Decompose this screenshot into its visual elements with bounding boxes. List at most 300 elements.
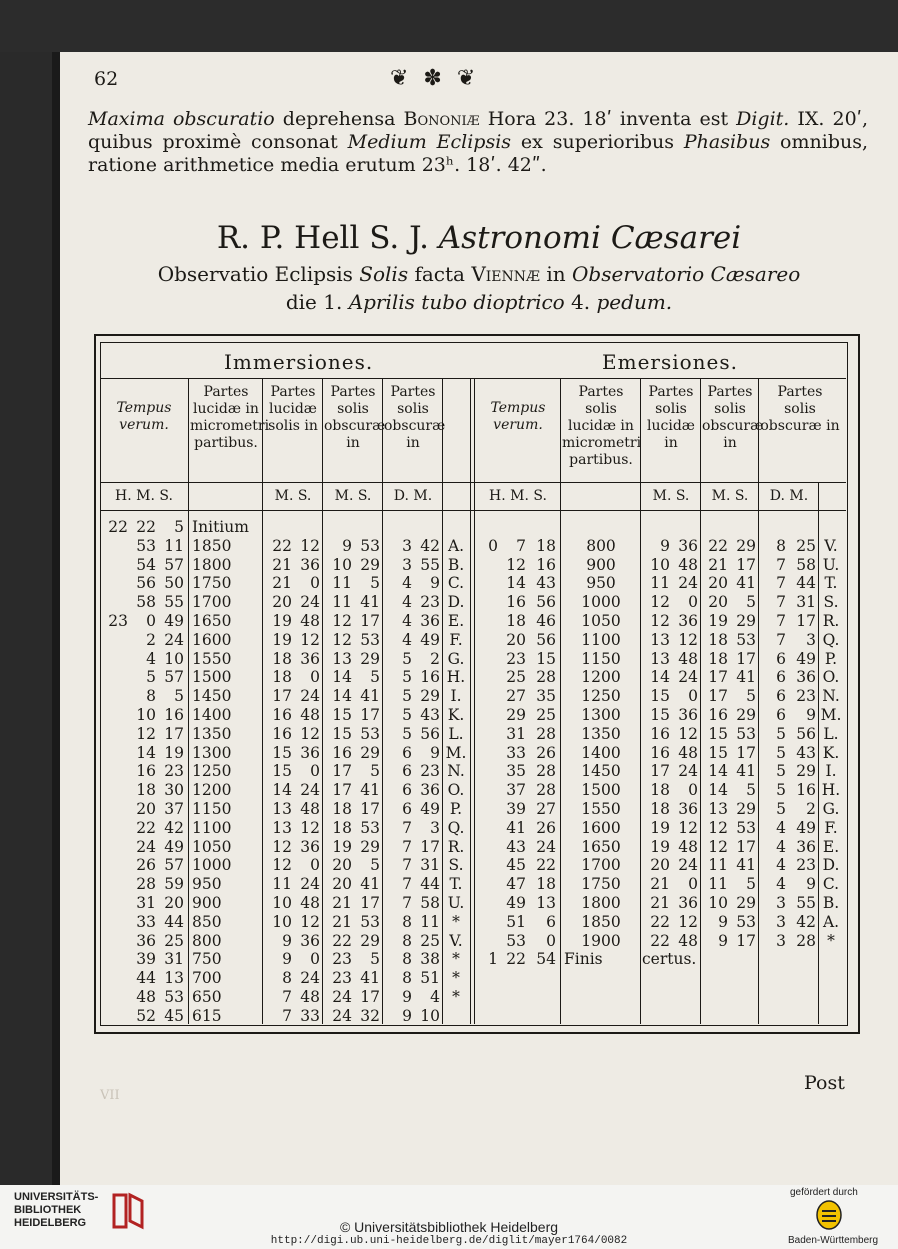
imm-cell: 12: [272, 856, 292, 875]
imm-cell: 58: [136, 593, 156, 612]
emr-cell: 41: [736, 574, 756, 593]
emr-cell: 29: [736, 706, 756, 724]
imm-cell: 12: [300, 630, 320, 649]
imm-cell: 36: [300, 837, 320, 856]
imm-cell: 9: [282, 950, 292, 969]
col-rule: [442, 378, 443, 1024]
imm-cell: 1800: [192, 555, 232, 574]
imm-cell: 1100: [192, 818, 232, 837]
emr-cell: 9: [718, 912, 728, 931]
imm-cell: 22: [136, 818, 156, 837]
unit-ms: M. S.: [334, 488, 372, 504]
emr-cell: I.: [825, 762, 837, 781]
imm-cell: V.: [449, 931, 463, 950]
sub-part: Observatio Eclipsis: [157, 262, 360, 286]
emr-cell: 3: [806, 630, 816, 649]
imm-cell: 750: [192, 950, 222, 969]
imm-cell: 37: [164, 800, 184, 818]
imm-cell: 9: [402, 1006, 412, 1025]
emr-cell: 20: [506, 630, 526, 649]
imm-cell: 9: [430, 574, 440, 593]
imm-cell: 10: [332, 555, 352, 574]
emr-cell: 6: [776, 668, 786, 687]
emr-cell: 14: [708, 762, 728, 781]
imm-cell: 615: [192, 1006, 222, 1025]
rule-top: [100, 378, 846, 379]
emr-cell: 36: [678, 536, 698, 555]
imm-cell: 6: [402, 762, 412, 781]
imm-cell: 21: [332, 894, 352, 912]
imm-cell: 56: [420, 724, 440, 743]
emr-cell: 17: [736, 931, 756, 950]
imm-cell: 17: [360, 612, 380, 630]
imm-cell: 5: [370, 856, 380, 875]
emr-cell: 13: [536, 894, 556, 912]
emr-cell: 24: [678, 574, 698, 593]
emr-cell: 14: [708, 781, 728, 800]
imm-cell: M.: [445, 743, 467, 762]
emr-cell: 17: [708, 668, 728, 687]
emr-cell: 45: [506, 856, 526, 875]
emr-cell: P.: [824, 649, 838, 668]
imm-cell: 20: [272, 593, 292, 612]
imm-cell: 16: [164, 706, 184, 724]
emr-p4-header: Partes solis obscuræ in: [760, 384, 840, 434]
copyright-text: © Universitätsbibliothek Heidelberg: [339, 1219, 559, 1235]
imm-cell: 8: [402, 950, 412, 969]
emr-cell: 16: [708, 706, 728, 724]
imm-cell: 17: [360, 894, 380, 912]
imm-cell: 24: [164, 630, 184, 649]
unit-dm: D. M.: [769, 488, 809, 504]
sub-part: pedum.: [596, 290, 673, 314]
imm-cell: 23: [164, 762, 184, 781]
imm-cell: 10: [164, 649, 184, 668]
emr-cell: 12: [506, 555, 526, 574]
emr-cell: 24: [678, 856, 698, 875]
emr-cell: 14: [506, 574, 526, 593]
para-part: Hora 23. 18ʹ inventa est: [479, 108, 737, 130]
imm-cell: 36: [300, 649, 320, 668]
emr-cell: 28: [536, 724, 556, 743]
imm-cell: 15: [272, 743, 292, 762]
imm-cell: A.: [447, 536, 465, 555]
emr-cell: 1200: [581, 668, 621, 687]
emr-cell: 42: [796, 912, 816, 931]
imm-cell: 15: [332, 706, 352, 724]
imm-cell: 5: [402, 706, 412, 724]
emr-cell: 12: [678, 630, 698, 649]
emr-cell: 21: [708, 555, 728, 574]
emr-cell: 29: [736, 536, 756, 555]
emr-cell: 26: [536, 818, 556, 837]
imm-cell: 23: [332, 969, 352, 988]
imm-cell: 0: [310, 668, 320, 687]
imm-cell: 53: [136, 536, 156, 555]
imm-cell: 25: [420, 931, 440, 950]
imm-cell: 9: [342, 536, 352, 555]
imm-cell: 1600: [192, 630, 232, 649]
emr-cell: 29: [736, 612, 756, 630]
emr-cell: 6: [546, 912, 556, 931]
emr-cell: E.: [822, 837, 840, 856]
emr-cell: V.: [824, 536, 838, 555]
imm-cell: 5: [370, 574, 380, 593]
rule-header: [100, 482, 846, 483]
emr-cell: 9: [806, 706, 816, 724]
emr-cell: 12: [708, 818, 728, 837]
emr-cell: 17: [736, 837, 756, 856]
emr-cell: H.: [821, 781, 841, 800]
emr-cell: 28: [536, 668, 556, 687]
imm-cell: L.: [448, 724, 464, 743]
imm-cell: 0: [310, 574, 320, 593]
emr-cell: 22: [506, 950, 526, 969]
emr-cell: 41: [506, 818, 526, 837]
emr-cell: 48: [678, 743, 698, 762]
emr-cell: 13: [708, 800, 728, 818]
imm-cell: 1300: [192, 743, 232, 762]
emr-cell: 15: [708, 743, 728, 762]
emr-cell: 3: [776, 931, 786, 950]
col-rule: [758, 378, 759, 1024]
emr-cell: 12: [678, 912, 698, 931]
emr-cell: 5: [746, 875, 756, 894]
page-title: [60, 220, 898, 256]
emr-cell: 1150: [581, 649, 621, 668]
imm-cell: R.: [447, 837, 465, 856]
emr-cell: 43: [796, 743, 816, 762]
emr-cell: 17: [736, 743, 756, 762]
imm-cell: 800: [192, 931, 222, 950]
imm-cell: 22: [272, 536, 292, 555]
imm-cell: 38: [420, 950, 440, 969]
emr-cell: 16: [796, 781, 816, 800]
emr-cell: 18: [506, 612, 526, 630]
emr-cell: 12: [650, 612, 670, 630]
imm-cell: 12: [332, 612, 352, 630]
imm-cell: 20: [164, 894, 184, 912]
imm-cell: O.: [447, 781, 465, 800]
imm-cell: 42: [164, 818, 184, 837]
emr-cell: 1: [488, 950, 498, 969]
imm-cell: E.: [447, 612, 465, 630]
imm-cell: T.: [449, 875, 463, 894]
imm-cell: 36: [300, 555, 320, 574]
imm-cell: 5: [370, 762, 380, 781]
emr-cell: 47: [506, 875, 526, 894]
imm-cell: 950: [192, 875, 222, 894]
imm-cell: 1750: [192, 574, 232, 593]
unit-hms: H. M. S.: [115, 488, 173, 504]
emr-cell: 44: [796, 574, 816, 593]
imm-p3-header: Partes solis obscuræ in: [324, 384, 386, 451]
emr-cell: 22: [650, 912, 670, 931]
imm-cell: 8: [402, 969, 412, 988]
imm-cell: 22: [136, 518, 156, 536]
imm-cell: 5: [146, 668, 156, 687]
imm-cell: 53: [360, 630, 380, 649]
imm-cell: 36: [300, 931, 320, 950]
para-part: Phasibus: [683, 131, 771, 153]
imm-cell: 1400: [192, 706, 232, 724]
emr-cell: 29: [796, 762, 816, 781]
imm-cell: 53: [360, 536, 380, 555]
imm-cell: 29: [360, 743, 380, 762]
imm-cell: 7: [402, 875, 412, 894]
emr-cell: 1100: [581, 630, 621, 649]
imm-cell: 52: [136, 1006, 156, 1025]
emr-cell: 5: [776, 724, 786, 743]
imm-cell: 22: [108, 518, 128, 536]
emr-cell: 7: [776, 593, 786, 612]
emr-cell: 18: [650, 781, 670, 800]
para-part: Maxima obscuratio: [88, 108, 275, 130]
emr-cell: 1050: [581, 612, 621, 630]
emr-cell: 17: [708, 687, 728, 706]
emr-cell: 51: [506, 912, 526, 931]
imm-cell: 7: [282, 1006, 292, 1025]
imm-cell: 23: [332, 950, 352, 969]
imm-cell: 11: [332, 593, 352, 612]
imm-cell: 23: [420, 593, 440, 612]
emr-cell: 3: [776, 912, 786, 931]
imm-cell: F.: [449, 630, 463, 649]
emr-cell: 49: [796, 649, 816, 668]
emr-cell: 25: [536, 706, 556, 724]
imm-cell: 44: [420, 875, 440, 894]
imm-cell: 49: [164, 612, 184, 630]
imm-cell: 12: [300, 912, 320, 931]
emr-cell: 17: [736, 649, 756, 668]
emr-cell: 11: [708, 875, 728, 894]
imm-cell: 20: [136, 800, 156, 818]
imm-cell: 1500: [192, 668, 232, 687]
imm-cell: 42: [420, 536, 440, 555]
imm-cell: 1700: [192, 593, 232, 612]
imm-cell: 9: [282, 931, 292, 950]
emr-cell: 13: [650, 649, 670, 668]
imm-cell: 900: [192, 894, 222, 912]
observation-table: [94, 334, 860, 1034]
imm-cell: 49: [420, 630, 440, 649]
emr-cell: 39: [506, 800, 526, 818]
imm-cell: 29: [360, 649, 380, 668]
emr-cell: 12: [678, 818, 698, 837]
emr-cell: 43: [536, 574, 556, 593]
emr-cell: 11: [650, 574, 670, 593]
imm-cell: 10: [272, 912, 292, 931]
emr-cell: 7: [776, 612, 786, 630]
imm-cell: 32: [360, 1006, 380, 1025]
imm-cell: 41: [360, 781, 380, 800]
imm-cell: 6: [402, 743, 412, 762]
imm-cell: 16: [272, 724, 292, 743]
sub-part: Viennæ: [471, 262, 541, 286]
emr-cell: 46: [536, 612, 556, 630]
emr-cell: 29: [506, 706, 526, 724]
imm-cell: 1000: [192, 856, 232, 875]
emr-cell: 7: [776, 630, 786, 649]
emr-cell: 31: [506, 724, 526, 743]
emr-cell: F.: [824, 818, 838, 837]
imm-cell: 7: [402, 856, 412, 875]
col-rule: [262, 378, 263, 1024]
emr-cell: 6: [776, 649, 786, 668]
emr-cell: 6: [776, 687, 786, 706]
imm-cell: 22: [332, 931, 352, 950]
imm-cell: 19: [332, 837, 352, 856]
imm-cell: 17: [272, 687, 292, 706]
emr-cell: 3: [776, 894, 786, 912]
emr-cell: K.: [822, 743, 840, 762]
emr-cell: 17: [650, 762, 670, 781]
emr-cell: 1750: [581, 875, 621, 894]
imm-cell: 48: [300, 894, 320, 912]
para-part: Digit.: [736, 108, 790, 130]
emr-cell: 24: [678, 762, 698, 781]
emr-cell: U.: [822, 555, 840, 574]
emr-cell: 1650: [581, 837, 621, 856]
emr-cell: 35: [506, 762, 526, 781]
imm-cell: 16: [332, 743, 352, 762]
emr-cell: 29: [736, 894, 756, 912]
permalink[interactable]: http://digi.ub.uni-heidelberg.de/diglit/mayer1764/0082: [270, 1235, 628, 1247]
imm-cell: 14: [332, 668, 352, 687]
emr-cell: 1550: [581, 800, 621, 818]
imm-cell: 0: [310, 762, 320, 781]
imm-cell: 59: [164, 875, 184, 894]
sub-part: 4.: [564, 290, 597, 314]
emr-cell: N.: [822, 687, 840, 706]
imm-cell: 3: [402, 555, 412, 574]
imm-cell: 14: [332, 687, 352, 706]
emr-cell: 15: [650, 687, 670, 706]
imm-cell: 29: [420, 687, 440, 706]
emr-cell: 17: [796, 612, 816, 630]
imm-cell: *: [452, 912, 460, 931]
imm-cell: U.: [447, 894, 465, 912]
emr-cell: 21: [650, 875, 670, 894]
emr-cell: certus.: [642, 950, 697, 969]
unit-ms: M. S.: [652, 488, 690, 504]
emr-cell: 5: [746, 687, 756, 706]
imm-cell: 24: [332, 988, 352, 1006]
emr-cell: 23: [796, 856, 816, 875]
emr-cell: B.: [822, 894, 840, 912]
library-logo-text: UNIVERSITÄTS- BIBLIOTHEK HEIDELBERG: [14, 1191, 99, 1229]
imm-cell: *: [452, 969, 460, 988]
imm-cell: 43: [420, 706, 440, 724]
emr-cell: 0: [688, 687, 698, 706]
para-part: IX. 20ʹ, quibus proximè consonat: [88, 108, 869, 153]
emr-cell: 9: [660, 536, 670, 555]
emr-cell: 27: [536, 800, 556, 818]
page-edge: [52, 52, 60, 1185]
emr-cell: 5: [746, 593, 756, 612]
emr-cell: 1300: [581, 706, 621, 724]
imm-cell: H.: [446, 668, 466, 687]
emr-cell: 23: [796, 687, 816, 706]
imm-cell: 18: [136, 781, 156, 800]
imm-cell: S.: [448, 856, 464, 875]
imm-cell: 18: [272, 649, 292, 668]
imm-cell: 2: [146, 630, 156, 649]
emr-cell: 1850: [581, 912, 621, 931]
imm-cell: 41: [360, 687, 380, 706]
emr-cell: 35: [536, 687, 556, 706]
emr-cell: 22: [536, 856, 556, 875]
imm-cell: 28: [136, 875, 156, 894]
emr-cell: 24: [536, 837, 556, 856]
emr-cell: C.: [822, 875, 840, 894]
emr-cell: 1350: [581, 724, 621, 743]
emr-p3-header: Partes solis obscuræ in: [702, 384, 764, 451]
intro-paragraph: [88, 108, 868, 177]
imm-cell: 53: [360, 912, 380, 931]
imm-cell: 36: [300, 743, 320, 762]
emr-cell: 10: [650, 555, 670, 574]
emr-cell: 9: [718, 931, 728, 950]
sub-part: Observatorio Cæsareo: [572, 262, 801, 286]
imm-cell: 4: [430, 988, 440, 1006]
emr-cell: 56: [796, 724, 816, 743]
emr-cell: R.: [822, 612, 840, 630]
emr-cell: 37: [506, 781, 526, 800]
emr-cell: 1900: [581, 931, 621, 950]
imm-cell: 29: [360, 931, 380, 950]
imm-cell: 48: [300, 988, 320, 1006]
sub-part: Aprilis tubo dioptrico: [348, 290, 565, 314]
imm-cell: N.: [447, 762, 465, 781]
imm-cell: 650: [192, 988, 222, 1006]
title-part: Astronomi Cæsarei: [438, 220, 742, 256]
imm-cell: 1150: [192, 800, 232, 818]
sub-part: facta: [408, 262, 472, 286]
imm-cell: 1850: [192, 536, 232, 555]
imm-cell: 21: [272, 555, 292, 574]
col-rule: [700, 378, 701, 1024]
emr-cell: 17: [736, 555, 756, 574]
imm-cell: 10: [272, 894, 292, 912]
emr-cell: 28: [536, 762, 556, 781]
imm-cell: 17: [360, 800, 380, 818]
imm-cell: 36: [420, 781, 440, 800]
imm-cell: 1200: [192, 781, 232, 800]
emr-cell: 26: [536, 743, 556, 762]
emr-cell: 6: [776, 706, 786, 724]
imm-cell: C.: [447, 574, 465, 593]
emr-cell: 13: [650, 630, 670, 649]
imm-cell: 11: [332, 574, 352, 593]
imm-cell: 53: [164, 988, 184, 1006]
imm-cell: 41: [360, 593, 380, 612]
imm-cell: 12: [300, 818, 320, 837]
emr-cell: 1250: [581, 687, 621, 706]
imm-cell: G.: [447, 649, 465, 668]
emr-cell: O.: [822, 668, 840, 687]
emr-cell: S.: [823, 593, 839, 612]
emr-cell: 16: [650, 743, 670, 762]
emr-cell: 33: [506, 743, 526, 762]
emr-cell: 900: [586, 555, 616, 574]
imm-cell: 53: [360, 724, 380, 743]
emr-cell: 53: [736, 818, 756, 837]
imm-cell: 33: [136, 912, 156, 931]
imm-cell: Q.: [447, 818, 465, 837]
para-part: deprehensa: [274, 108, 404, 130]
emr-cell: 20: [708, 593, 728, 612]
